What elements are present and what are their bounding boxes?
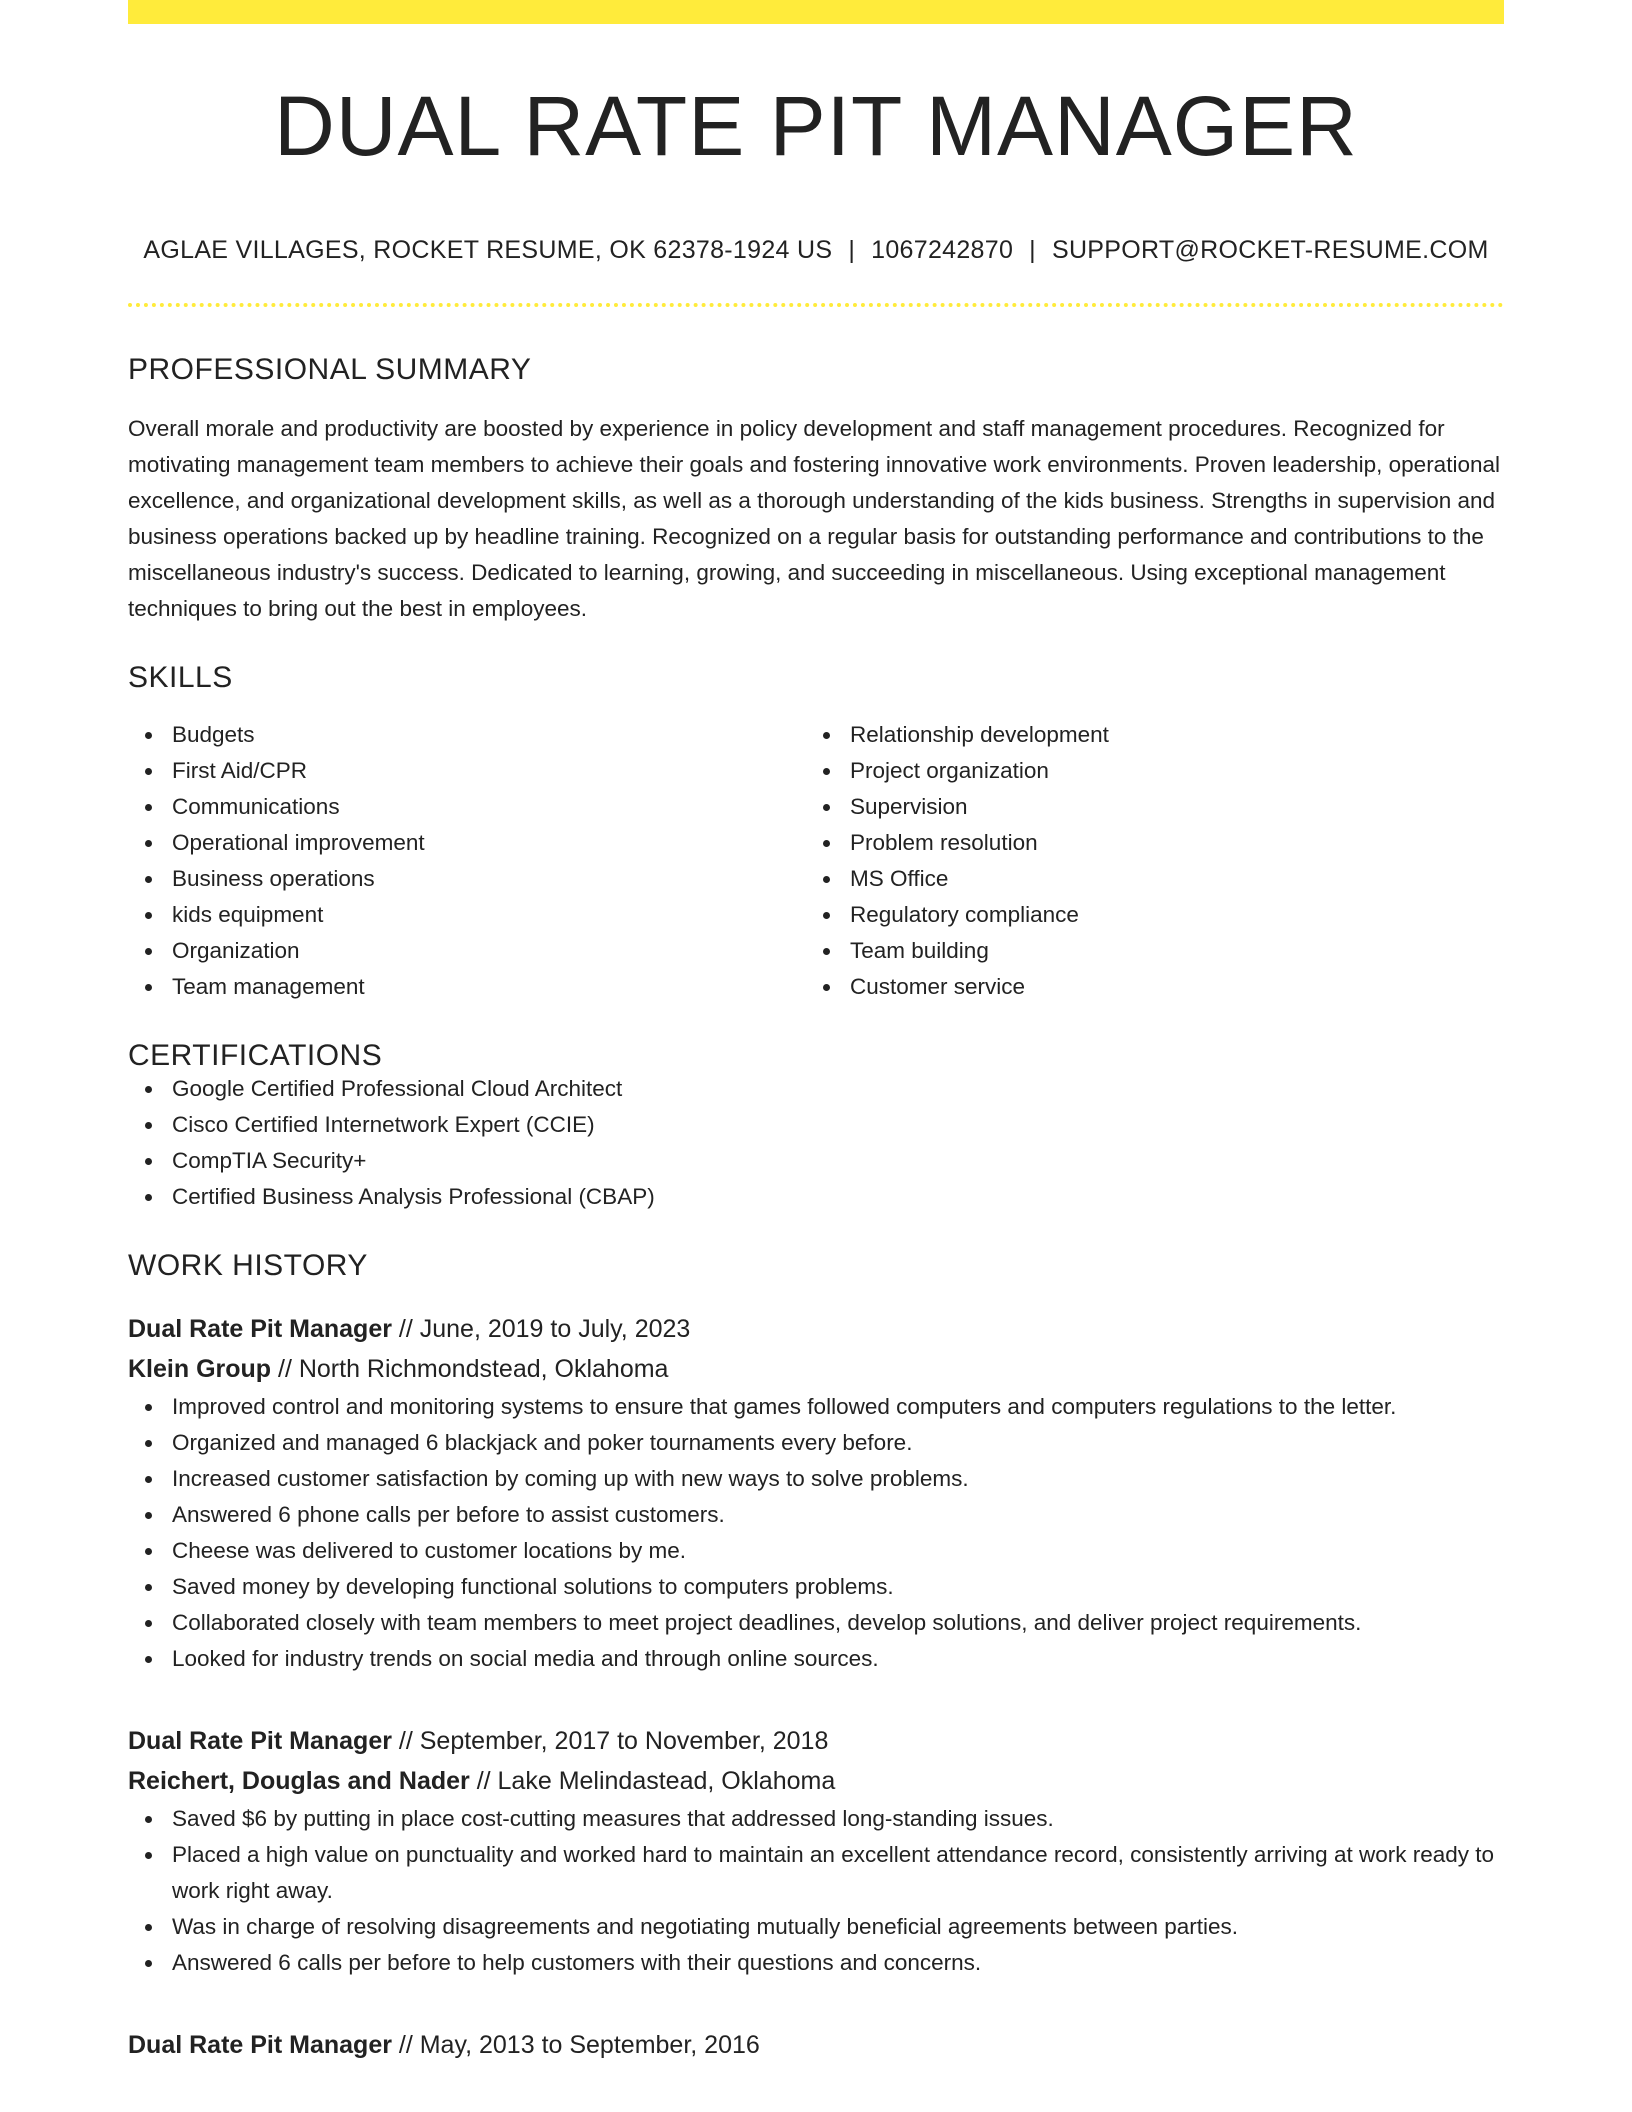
skill-item: Supervision (850, 789, 1484, 825)
contact-phone: 1067242870 (871, 236, 1014, 264)
skills-list-left (128, 717, 806, 1005)
certification-item: CompTIA Security+ (172, 1143, 1504, 1179)
job-bullet: Answered 6 calls per before to help customers with their questions and concerns. (172, 1945, 1504, 1981)
job-dates: // June, 2019 to July, 2023 (391, 1315, 691, 1343)
skill-item: Project organization (850, 753, 1484, 789)
skill-item: Budgets (172, 717, 806, 753)
skill-item: Regulatory compliance (850, 897, 1484, 933)
certification-item: Cisco Certified Internetwork Expert (CCIE) (172, 1107, 1504, 1143)
job-bullet: Cheese was delivered to customer locations by me. (172, 1533, 1504, 1569)
skills-list-right (806, 717, 1484, 1005)
skill-item: Organization (172, 933, 806, 969)
job-company: Reichert, Douglas and Nader (128, 1767, 470, 1795)
skill-item: Relationship development (850, 717, 1484, 753)
job-bullet: Saved $6 by putting in place cost-cutting measures that addressed long-standing issues. (172, 1801, 1504, 1837)
job-role-line (128, 1721, 1504, 1761)
job-bullet: Was in charge of resolving disagreements and negotiating mutually beneficial agreements between parties. (172, 1909, 1504, 1945)
job-bullet-list (128, 1389, 1504, 1677)
job-bullet: Organized and managed 6 blackjack and poker tournaments every before. (172, 1425, 1504, 1461)
job-role-line (128, 2025, 1504, 2065)
skill-item: Customer service (850, 969, 1484, 1005)
job-entry (128, 2025, 1504, 2065)
certifications-heading: CERTIFICATIONS (128, 1039, 383, 1072)
contact-separator: | (1029, 236, 1036, 264)
job-bullet: Improved control and monitoring systems to ensure that games followed computers and computers regulations to the letter. (172, 1389, 1504, 1425)
job-dates: // September, 2017 to November, 2018 (391, 1727, 829, 1755)
job-entry (128, 1309, 1504, 1677)
skills-grid (128, 717, 1504, 1005)
job-dates: // May, 2013 to September, 2016 (391, 2031, 760, 2059)
skill-item: First Aid/CPR (172, 753, 806, 789)
job-bullet: Saved money by developing functional solutions to computers problems. (172, 1569, 1504, 1605)
contact-email: SUPPORT@ROCKET-RESUME.COM (1051, 236, 1489, 264)
job-location: // Lake Melindastead, Oklahoma (469, 1767, 836, 1795)
resume-name: DUAL RATE PIT MANAGER (274, 79, 1358, 173)
summary-heading: PROFESSIONAL SUMMARY (128, 353, 532, 386)
job-role: Dual Rate Pit Manager (128, 2031, 392, 2059)
skill-item: MS Office (850, 861, 1484, 897)
skills-column-right (806, 717, 1484, 1005)
job-role: Dual Rate Pit Manager (128, 1727, 392, 1755)
top-accent-bar (128, 0, 1504, 24)
job-role: Dual Rate Pit Manager (128, 1315, 392, 1343)
summary-text: Overall morale and productivity are boosted by experience in policy development and staff management procedures. Recognized for motivating management team members to achieve their goals and fostering innovative work environments. Proven leadership, operational excellence, and organizational development skills, as well as a thorough understanding of the kids business. Strengths in supervision and business operations backed up by headline training. Recognized on a regular basis for outstanding performance and contributions to the miscellaneous industry's success. Dedicated to learning, growing, and succeeding in miscellaneous. Using exceptional management techniques to bring out the best in employees. (128, 416, 1500, 621)
certifications-list (128, 1071, 1504, 1215)
job-location: // North Richmondstead, Oklahoma (271, 1355, 669, 1383)
skill-item: Business operations (172, 861, 806, 897)
job-bullet: Answered 6 phone calls per before to assist customers. (172, 1497, 1504, 1533)
job-role-line (128, 1309, 1504, 1349)
job-company-line (128, 1349, 1504, 1389)
certification-item: Certified Business Analysis Professional (CBAP) (172, 1179, 1504, 1215)
skills-heading: SKILLS (128, 661, 233, 694)
job-company-line (128, 1761, 1504, 1801)
job-bullet: Looked for industry trends on social media and through online sources. (172, 1641, 1504, 1677)
dotted-divider (128, 303, 1504, 307)
skill-item: Team management (172, 969, 806, 1005)
job-bullet: Increased customer satisfaction by coming up with new ways to solve problems. (172, 1461, 1504, 1497)
job-company: Klein Group (128, 1355, 272, 1383)
contact-line (128, 236, 1504, 265)
job-bullet-list (128, 1801, 1504, 1981)
contact-address: AGLAE VILLAGES, ROCKET RESUME, OK 62378-1924 US (143, 236, 833, 264)
skill-item: Communications (172, 789, 806, 825)
job-entry (128, 1721, 1504, 1981)
skill-item: Problem resolution (850, 825, 1484, 861)
skill-item: Operational improvement (172, 825, 806, 861)
contact-separator: | (848, 236, 856, 264)
job-bullet: Collaborated closely with team members to meet project deadlines, develop solutions, and deliver project requirements. (172, 1605, 1504, 1641)
certification-item: Google Certified Professional Cloud Architect (172, 1071, 1504, 1107)
work-history-heading: WORK HISTORY (128, 1249, 368, 1282)
skill-item: Team building (850, 933, 1484, 969)
resume-page (128, 0, 1504, 2065)
skills-column-left (128, 717, 806, 1005)
skill-item: kids equipment (172, 897, 806, 933)
job-bullet: Placed a high value on punctuality and worked hard to maintain an excellent attendance record, consistently arriving at work ready to work right away. (172, 1837, 1504, 1909)
